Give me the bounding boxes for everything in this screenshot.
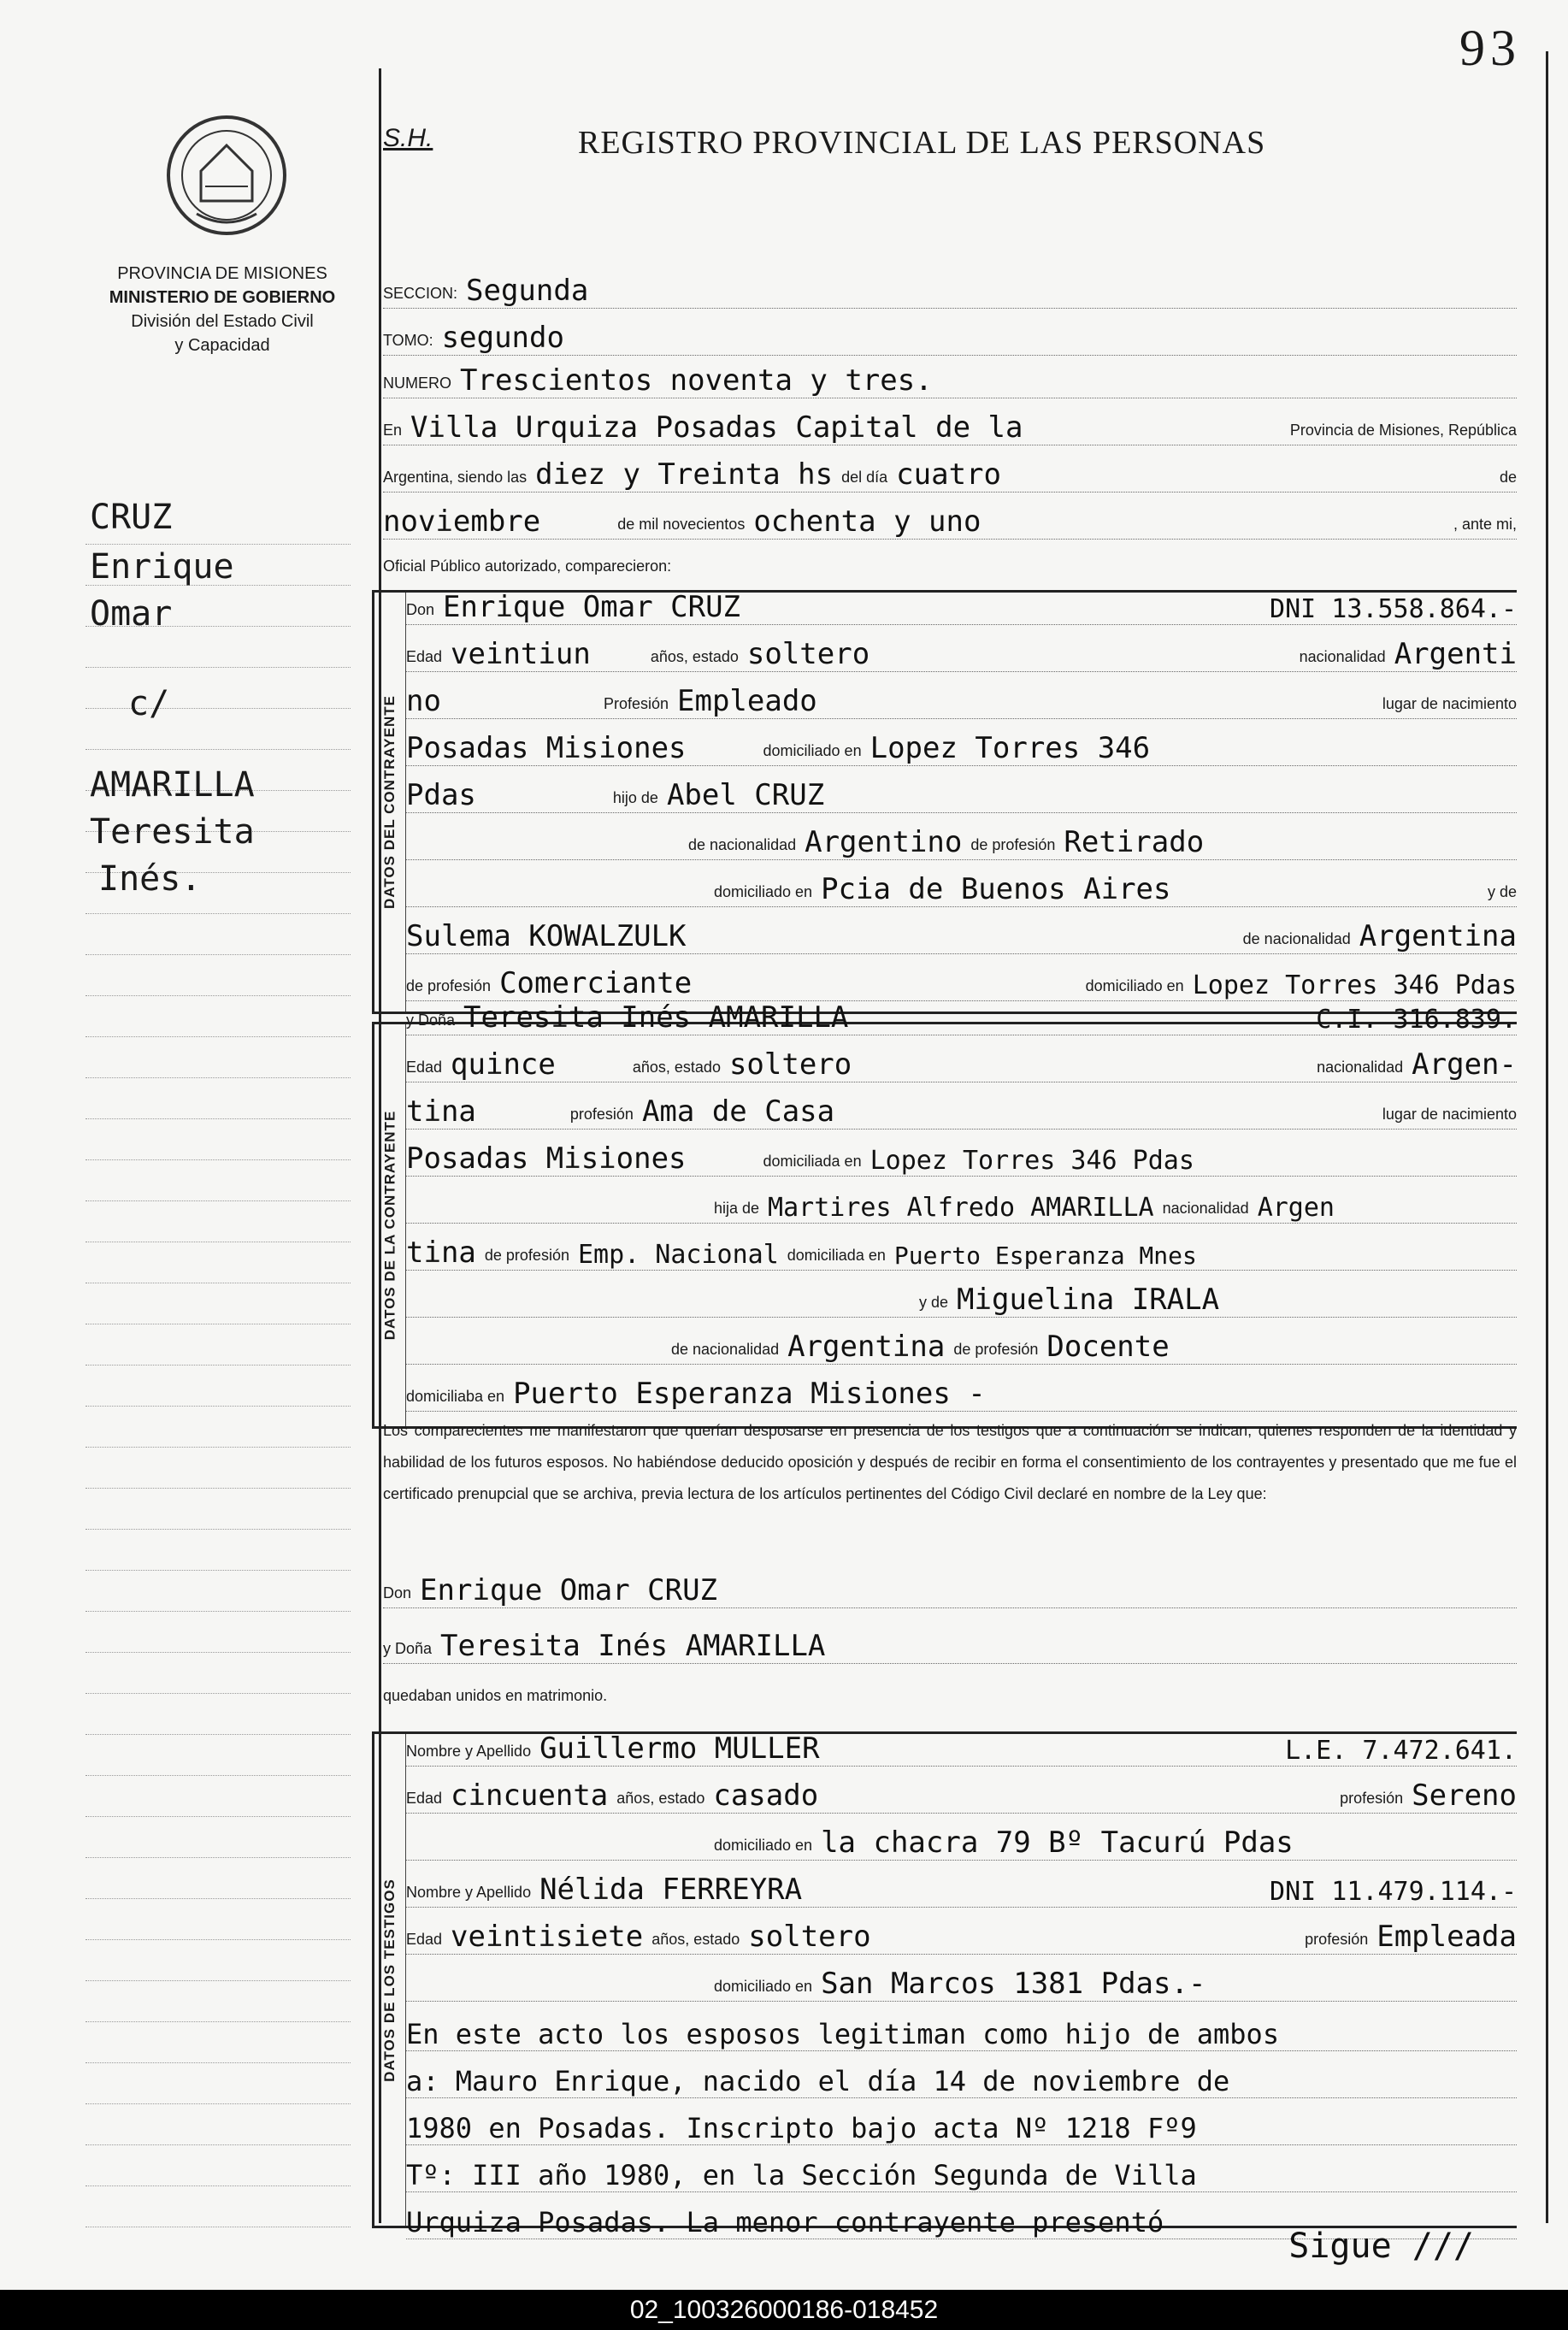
contrayenta-lugar: Posadas Misiones: [406, 1141, 687, 1176]
testigo1-profesion: Sereno: [1412, 1778, 1517, 1813]
en-label: En: [383, 422, 403, 439]
profesion-label: Profesión: [603, 695, 669, 712]
numero-row: [383, 355, 1517, 398]
nota-text-3: 1980 en Posadas. Inscripto bajo acta Nº 1218 Fº9: [406, 2112, 1197, 2144]
madre2-nac-label: de nacionalidad: [671, 1341, 780, 1358]
testigo2-edad: veintisiete: [451, 1920, 644, 1954]
margin-rule-line: [85, 1489, 351, 1530]
hora-row: [383, 449, 1517, 493]
contrayenta-profesion: Ama de Casa: [641, 1094, 835, 1129]
madre-domicilio: Lopez Torres 346 Pdas: [1192, 970, 1517, 1000]
contrayente-edad-row: [406, 628, 1517, 672]
contrayente-nacionalidad-cont: no: [406, 684, 441, 718]
edad-label-2: Edad: [406, 1059, 443, 1076]
margin-rule-line: [85, 1613, 351, 1653]
padre2-nac-label: nacionalidad: [1162, 1200, 1249, 1217]
contrayenta-hija-row: [406, 1180, 1517, 1224]
margin-surname: CRUZ: [90, 498, 173, 537]
contrayente-name: Enrique Omar CRUZ: [443, 590, 741, 624]
unidos-text: quedaban unidos en matrimonio.: [383, 1687, 608, 1704]
margin-rule-line: [85, 1818, 351, 1858]
margin-rule-line: [85, 915, 351, 955]
testigo1-label: Nombre y Apellido: [406, 1743, 532, 1760]
madre2-nacionalidad: Argentina: [787, 1330, 946, 1364]
mes-row: [383, 496, 1517, 540]
margin-rule-line: [85, 1736, 351, 1776]
agency-block: [77, 262, 368, 357]
padre-profesion: Retirado: [1064, 825, 1205, 859]
hora-value: diez y Treinta hs: [535, 457, 834, 492]
margin-second-name: Omar: [90, 594, 173, 634]
testigo1-edad: cincuenta: [451, 1778, 609, 1813]
margin-rule-line: [85, 1120, 351, 1160]
margin-rule-line: [85, 956, 351, 996]
anos-label-2: años, estado: [632, 1059, 721, 1076]
margin-rule-line: [85, 1325, 351, 1366]
contrayente-edad: veintiun: [451, 637, 591, 671]
en-value: Villa Urquiza Posadas Capital de la: [410, 410, 1023, 445]
testigo2-domicilio: San Marcos 1381 Pdas.-: [821, 1967, 1206, 2001]
union-dona-label: y Doña: [383, 1640, 433, 1657]
y-de-label: y de: [1487, 883, 1517, 900]
madre-nac-label: de nacionalidad: [1242, 930, 1351, 947]
contrayenta-prof-row: [406, 1086, 1517, 1130]
margin-rule-line: [85, 1161, 351, 1201]
don-row: [406, 581, 1517, 625]
page-number: 93: [1459, 20, 1521, 76]
testigo2-name: Nélida FERREYRA: [539, 1873, 803, 1907]
testigo1-dom-row: [406, 1817, 1517, 1861]
testigo1-edad-label: Edad: [406, 1790, 443, 1807]
margin-rule-line: [85, 1038, 351, 1078]
padre-nacionalidad: Argentino: [805, 825, 963, 859]
margin-rule-line: [85, 1654, 351, 1694]
hija-label: hija de: [714, 1200, 760, 1217]
contrayente-doc: DNI 13.558.864.-: [1270, 594, 1517, 624]
padre-dom-row: [406, 864, 1517, 907]
argentina-label: Argentina, siendo las: [383, 469, 528, 486]
margin-rule-line: [85, 1531, 351, 1571]
don-label: Don: [406, 601, 435, 618]
margin-rule-line: [85, 1695, 351, 1735]
margin-rule-line: [85, 1448, 351, 1489]
page-title: REGISTRO PROVINCIAL DE LAS PERSONAS: [578, 125, 1266, 161]
nota-text-2: a: Mauro Enrique, nacido el día 14 de noviembre de: [406, 2065, 1230, 2097]
nota-text-4: Tº: III año 1980, en la Sección Segunda de Villa: [406, 2159, 1197, 2191]
contrayenta-doc: C.I. 316.839.: [1316, 1005, 1517, 1035]
margin-first-name-2: Teresita: [90, 812, 255, 852]
madre-profesion: Comerciante: [499, 966, 693, 1000]
margin-rule-line: [85, 1284, 351, 1324]
margin-rule-line: [85, 1900, 351, 1940]
anio-value: ochenta y uno: [753, 504, 981, 539]
agency-division: División del Estado Civil: [131, 312, 314, 331]
testigo2-doc: DNI 11.479.114.-: [1270, 1877, 1517, 1907]
domicilio-label-2: domiciliada en: [763, 1153, 862, 1170]
padre2-prof-label: de profesión: [484, 1247, 569, 1264]
margin-first-name: Enrique: [90, 547, 234, 587]
nota-text-1: En este acto los esposos legitiman como hijo de ambos: [406, 2018, 1280, 2050]
contrayente-estado: soltero: [746, 637, 870, 671]
profesion-label-2: profesión: [569, 1106, 634, 1123]
contrayente-madre: Sulema KOWALZULK: [406, 919, 687, 953]
agency-ministry: MINISTERIO DE GOBIERNO: [109, 288, 336, 307]
contrayente-prof-row: [406, 675, 1517, 719]
y-de-label-2: y de: [919, 1294, 949, 1311]
testigo1-doc: L.E. 7.472.641.: [1285, 1736, 1517, 1766]
oficial-text: Oficial Público autorizado, comparecieron:: [383, 557, 672, 575]
contrayenta-domicilio: Lopez Torres 346 Pdas: [869, 1146, 1194, 1176]
testigo2-edad-label: Edad: [406, 1931, 443, 1948]
lugar-label-2: lugar de nacimiento: [1382, 1106, 1517, 1123]
contrayenta-vertical-label: DATOS DE LA CONTRAYENTE: [381, 1110, 398, 1341]
madre-row: [406, 911, 1517, 954]
testigo2-profesion: Empleada: [1376, 1920, 1517, 1954]
margin-rule-line: [85, 1202, 351, 1242]
scan-id-footer: 02_100326000186-018452: [0, 2290, 1568, 2330]
margin-rule-line: [85, 1941, 351, 1981]
margin-rule-line: [85, 669, 351, 709]
testigo2-row: [406, 1864, 1517, 1908]
contrayenta-name: Teresita Inés AMARILLA: [463, 1000, 849, 1035]
seccion-label: SECCION:: [383, 285, 458, 302]
testigo2-anos-label: años, estado: [651, 1931, 740, 1948]
right-edge-line: [1546, 51, 1548, 2223]
madre-prof-label: de profesión: [406, 977, 492, 994]
edad-label: Edad: [406, 648, 443, 665]
padre2-profesion: Emp. Nacional: [577, 1240, 779, 1270]
contrayenta-estado: soltero: [728, 1047, 852, 1082]
madre2-domicilio: Puerto Esperanza Misiones -: [513, 1377, 986, 1411]
testigo1-dom-label: domiciliado en: [714, 1837, 813, 1854]
seccion-value: Segunda: [466, 274, 589, 308]
nota-line-1: [406, 2008, 1517, 2051]
margin-rule-line: [85, 2146, 351, 2186]
anio-label: de mil novecientos: [617, 516, 746, 533]
padre2-nacionalidad: Argen: [1257, 1193, 1335, 1223]
testigo2-edad-row: [406, 1911, 1517, 1955]
tomo-label: TOMO:: [383, 332, 433, 349]
numero-label: NUMERO: [383, 375, 451, 392]
testigos-vertical-label: DATOS DE LOS TESTIGOS: [381, 1878, 398, 2082]
margin-rule-line: [85, 1243, 351, 1283]
union-dona: Teresita Inés AMARILLA: [440, 1629, 826, 1663]
de-label: de: [1499, 469, 1517, 486]
union-dona-row: [383, 1620, 1517, 1664]
madre2-prof-label: de profesión: [953, 1341, 1039, 1358]
testigo1-domicilio: la chacra 79 Bº Tacurú Pdas: [821, 1826, 1294, 1860]
en-row: [383, 402, 1517, 445]
contrayenta-edad-row: [406, 1039, 1517, 1082]
padre-domicilio: Pcia de Buenos Aires: [821, 872, 1171, 906]
margin-rule-line: [85, 997, 351, 1037]
nacionalidad-label: nacionalidad: [1299, 648, 1386, 665]
margin-con: c/: [128, 684, 170, 723]
contrayente-padre: Abel CRUZ: [666, 778, 825, 812]
contrayente-vertical-label: DATOS DEL CONTRAYENTE: [381, 695, 398, 909]
declaration-paragraph: Los comparecientes me manifestaron que querían desposarse en presencia de los testigos que a continuación se indican, quienes responden de la identidad y habilidad de los futuros esposos. No habiéndose deducido oposición y después de recibir en forma el consentimiento de los contrayentes y presentado que me fue el certificado prenupcial que se archiva, previa lectura de los artículos pertinentes del Código Civil declaré en nombre de la Ley que:: [383, 1422, 1517, 1502]
union-don: Enrique Omar CRUZ: [420, 1573, 718, 1607]
union-don-row: [383, 1565, 1517, 1608]
provincia-label: Provincia de Misiones, República: [1289, 422, 1517, 439]
testigo1-anos-label: años, estado: [616, 1790, 705, 1807]
testigo2-label: Nombre y Apellido: [406, 1884, 532, 1901]
contrayente-hijo-row: [406, 770, 1517, 813]
contrayente-domicilio-cont: Pdas: [406, 778, 476, 812]
header-code: S.H.: [383, 124, 433, 152]
contrayente-lugar: Posadas Misiones: [406, 731, 687, 765]
agency-capacity: y Capacidad: [174, 336, 270, 355]
union-don-label: Don: [383, 1584, 412, 1602]
padre-prof-label: de profesión: [970, 836, 1056, 853]
margin-surname-2: AMARILLA: [90, 765, 255, 805]
padre2-domicilio: Puerto Esperanza Mnes: [893, 1242, 1197, 1270]
nacionalidad-label-2: nacionalidad: [1317, 1059, 1404, 1076]
testigo2-dom-row: [406, 1958, 1517, 2002]
margin-rule-line: [85, 1982, 351, 2022]
testigo2-estado: soltero: [748, 1920, 871, 1954]
domicilio-label: domiciliado en: [763, 742, 862, 759]
numero-value: Trescientos noventa y tres.: [460, 363, 933, 398]
madre2-nac-row: [406, 1321, 1517, 1365]
madre2-dom-label: domiciliaba en: [406, 1388, 505, 1405]
anos-label: años, estado: [650, 648, 739, 665]
padre-dom-label: domiciliado en: [714, 883, 813, 900]
hijo-label: hijo de: [612, 789, 658, 806]
contrayente-profesion: Empleado: [677, 684, 817, 718]
contrayenta-padre: Martires Alfredo AMARILLA: [768, 1193, 1154, 1223]
margin-rule-line: [85, 1079, 351, 1119]
padre-nac-row: [406, 817, 1517, 860]
nota-text-5: Urquiza Posadas. La menor contrayente presentó: [406, 2206, 1164, 2239]
contrayenta-madre: Miguelina IRALA: [957, 1283, 1220, 1317]
dia-label: del día: [841, 469, 888, 486]
padre2-dom-label: domiciliada en: [787, 1247, 886, 1264]
provincial-seal-icon: [162, 111, 291, 239]
contrayente-domicilio: Lopez Torres 346: [869, 731, 1151, 765]
margin-rule-line: [85, 710, 351, 750]
dia-value: cuatro: [896, 457, 1001, 492]
testigo1-estado: casado: [713, 1778, 819, 1813]
dona-row: [406, 992, 1517, 1035]
testigo1-edad-row: [406, 1770, 1517, 1814]
contrayenta-lugar-row: [406, 1133, 1517, 1177]
padre-nac-label: de nacionalidad: [688, 836, 797, 853]
contrayente-lugar-row: [406, 723, 1517, 766]
testigo1-row: [406, 1723, 1517, 1767]
agency-province: PROVINCIA DE MISIONES: [117, 264, 327, 283]
testigo2-dom-label: domiciliado en: [714, 1978, 813, 1995]
ante-mi-label: , ante mi,: [1453, 516, 1517, 533]
padre2-nacionalidad-cont: tina: [406, 1236, 476, 1270]
margin-rule-line: [85, 1366, 351, 1407]
testigo1-name: Guillermo MULLER: [539, 1731, 820, 1766]
contrayenta-edad: quince: [451, 1047, 556, 1082]
sigue-note: Sigue ///: [1288, 2227, 1474, 2266]
margin-rule-line: [85, 1572, 351, 1612]
madre2-profesion: Docente: [1046, 1330, 1170, 1364]
nota-line-4: [406, 2149, 1517, 2192]
margin-rule-line: [85, 2064, 351, 2104]
padre2-prof-row: [406, 1227, 1517, 1271]
margin-second-name-2: Inés.: [98, 859, 202, 899]
margin-rule-line: [85, 2023, 351, 2063]
margin-rule-line: [85, 2187, 351, 2227]
contrayenta-nacionalidad: Argen-: [1412, 1047, 1517, 1082]
mes-value: noviembre: [383, 504, 541, 539]
testigo2-prof-label: profesión: [1305, 1931, 1369, 1948]
contrayenta-nacionalidad-cont: tina: [406, 1094, 476, 1129]
dona-label: y Doña: [406, 1012, 456, 1029]
tomo-row: [383, 312, 1517, 356]
contrayente-nacionalidad: Argenti: [1394, 637, 1517, 671]
margin-rule-line: [85, 628, 351, 668]
margin-rule-line: [85, 1407, 351, 1448]
madre-nacionalidad: Argentina: [1359, 919, 1517, 953]
testigo1-prof-label: profesión: [1340, 1790, 1404, 1807]
tomo-value: segundo: [441, 321, 564, 355]
lugar-label: lugar de nacimiento: [1382, 695, 1517, 712]
madre2-row: [406, 1274, 1517, 1318]
margin-rule-line: [85, 2105, 351, 2145]
margin-rule-line: [85, 1777, 351, 1817]
nota-line-3: [406, 2102, 1517, 2145]
seccion-row: [383, 265, 1517, 309]
madre-dom-label: domiciliado en: [1085, 977, 1184, 994]
madre2-dom-row: [406, 1368, 1517, 1412]
nota-line-2: [406, 2055, 1517, 2098]
margin-rule-line: [85, 1859, 351, 1899]
